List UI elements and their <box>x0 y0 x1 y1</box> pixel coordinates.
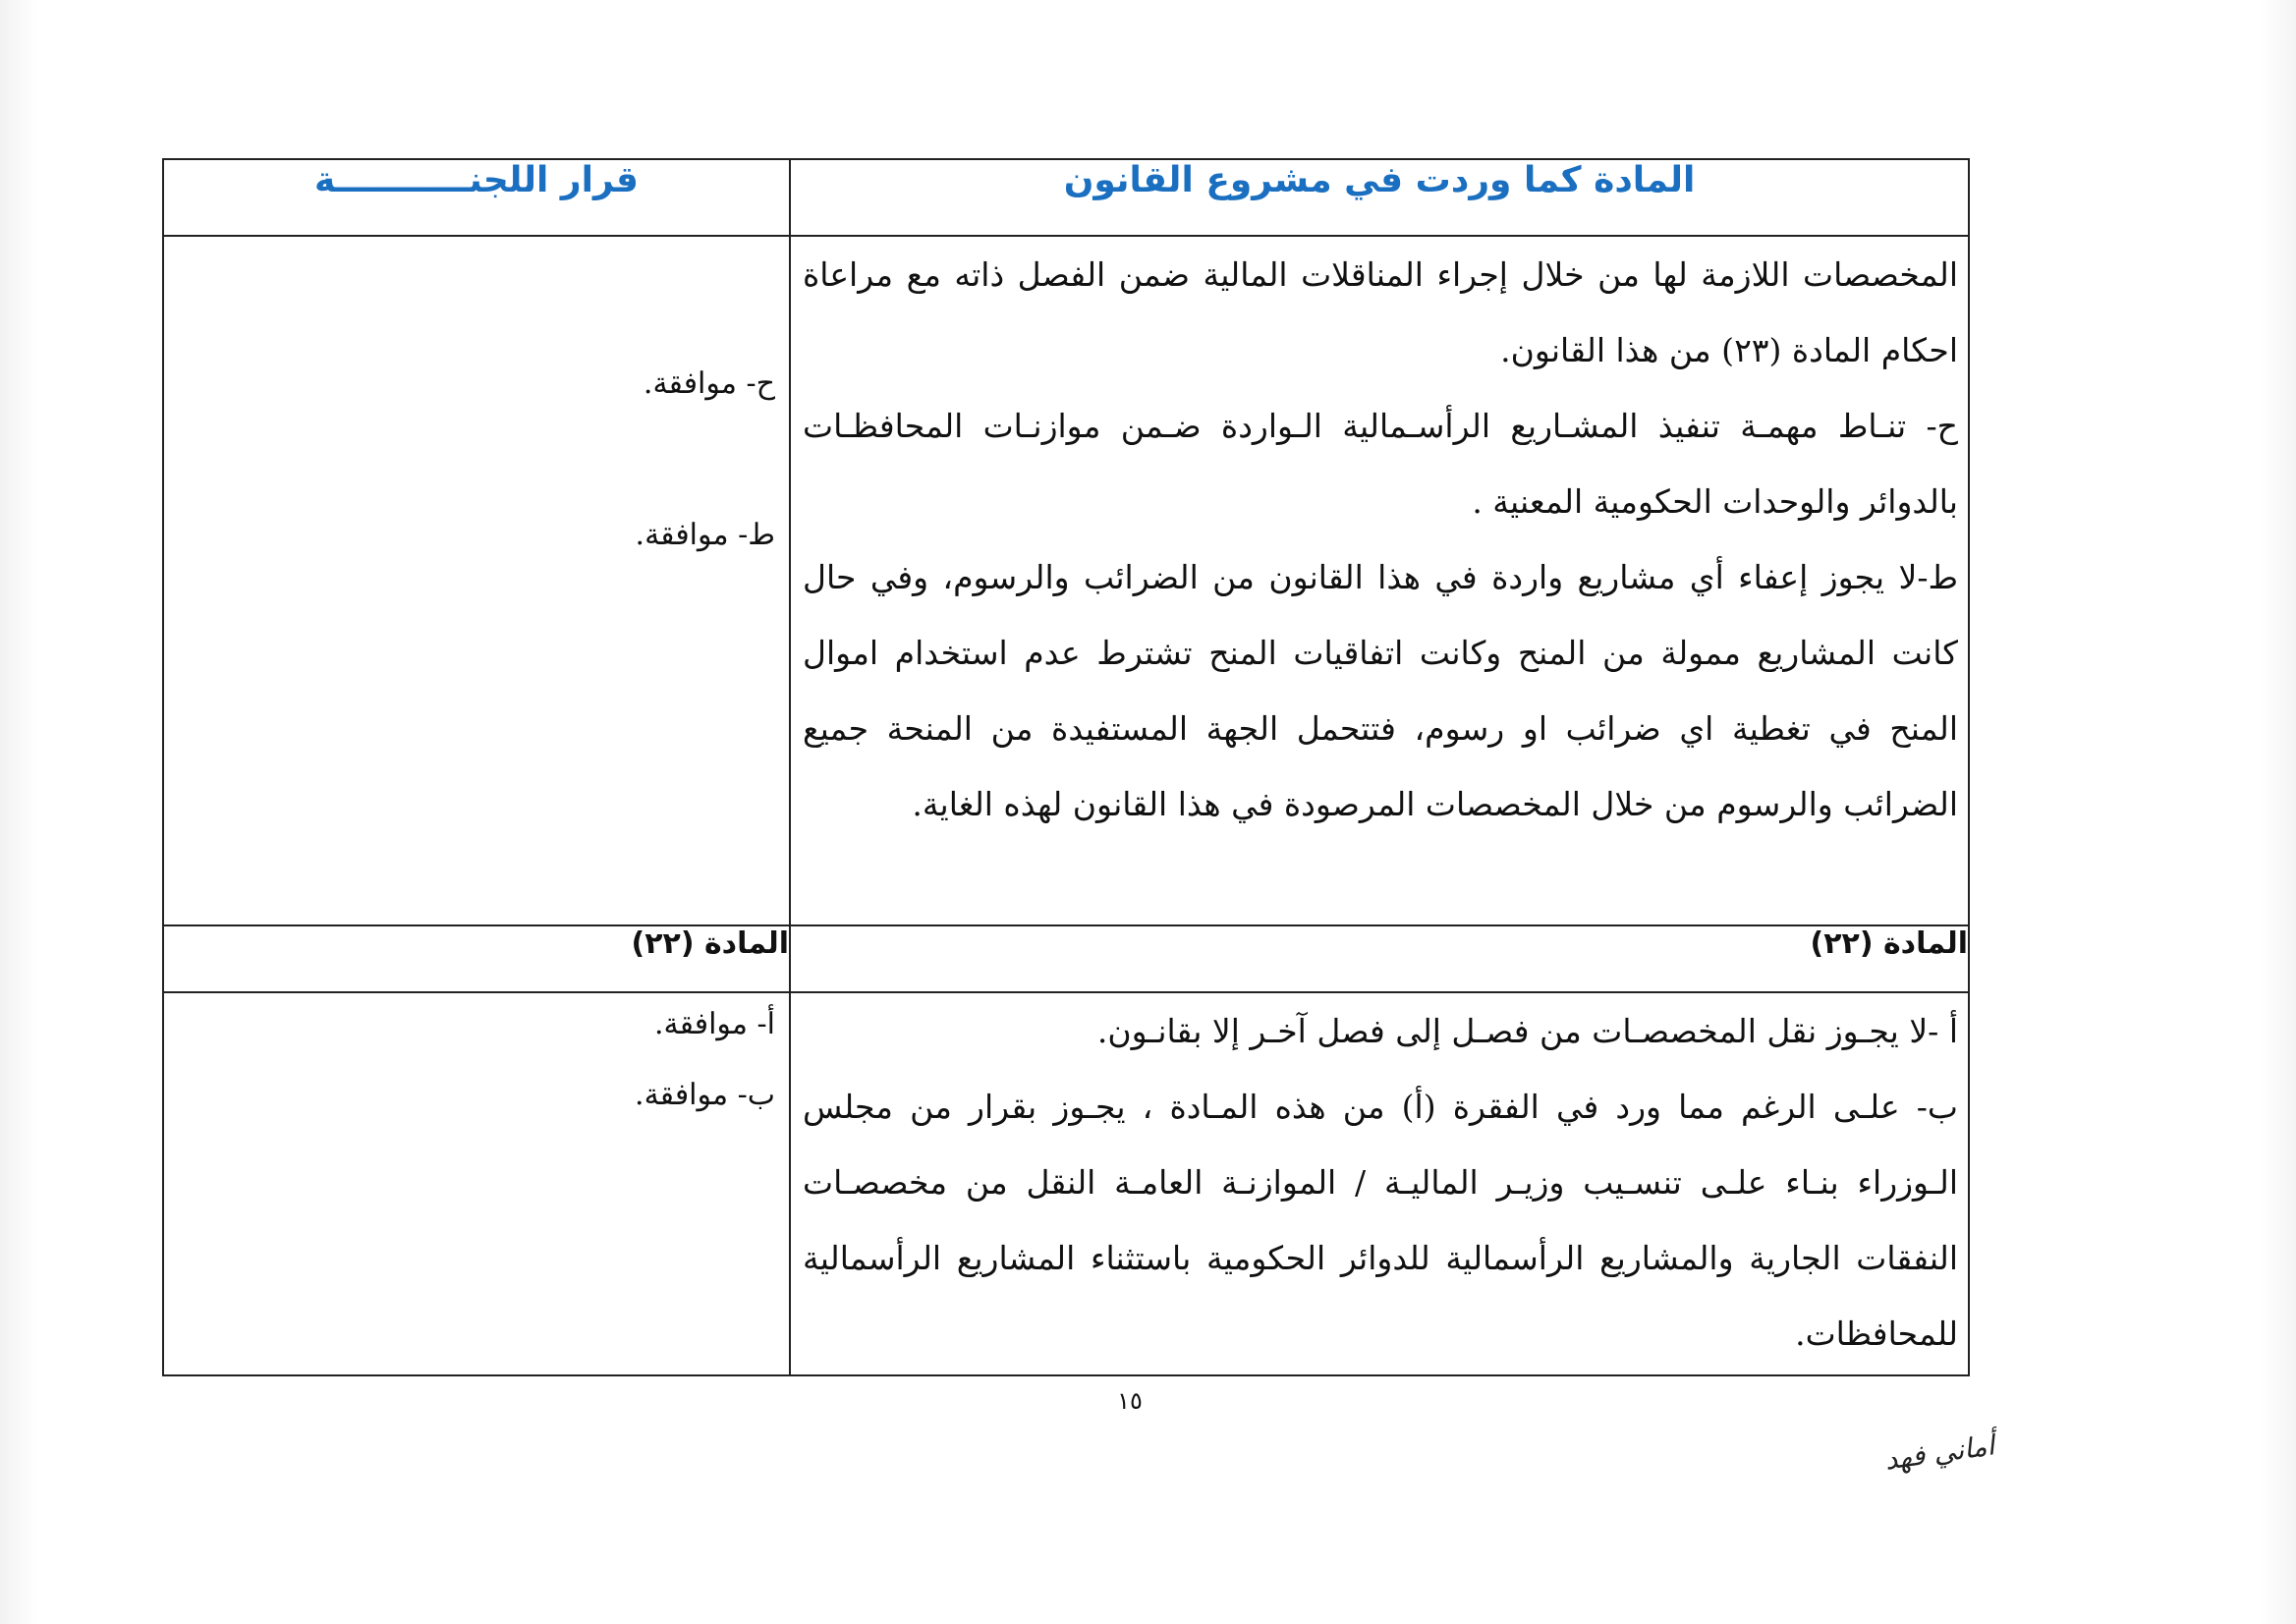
decision-cell <box>163 236 790 925</box>
article-cell <box>790 992 1969 1375</box>
decision-item: ب- موافقة. <box>635 1078 775 1112</box>
page-number: ١٥ <box>1117 1387 1143 1415</box>
article-paragraph: ب- علـى الرغم مما ورد في الفقرة (أ) من هذه المـادة ، يجـوز بقرار من مجلس الـوزراء بنـاء علـى تنسـيب وزيـر الماليـة / الموازنـة العامـة النقل من مخصصـات النفقات الجارية والمشاريع الرأسمالية للدوائر الحكومية باستثناء المشاريع الرأسمالية للمحافظات. <box>803 1088 1958 1353</box>
article-text-block <box>791 993 1968 1374</box>
decision-list <box>164 237 789 924</box>
article-paragraph: ح- تنـاط مهمـة تنفيذ المشـاريع الرأسـمالية الـواردة ضـمن موازنـات المحافظـات بالدوائر والوحدات الحكومية المعنية . <box>803 407 1958 521</box>
decision-title-cell: المادة (٢٢) <box>163 925 790 992</box>
decision-item: ح- موافقة. <box>643 366 775 401</box>
decision-item: ط- موافقة. <box>635 518 775 552</box>
article-paragraph: أ -لا يجـوز نقل المخصصـات من فصـل إلى فصل آخـر إلا بقانـون. <box>1096 1012 1958 1050</box>
law-comparison-table <box>162 158 1970 1376</box>
table-row <box>163 992 1969 1375</box>
decision-item: أ- موافقة. <box>653 1007 775 1041</box>
decision-list <box>164 993 789 1374</box>
article-paragraph: ط-لا يجوز إعفاء أي مشاريع واردة في هذا القانون من الضرائب والرسوم، وفي حال كانت المشاريع ممولة من المنح وكانت اتفاقيات المنح تشترط عدم استخدام اموال المنح في تغطية اي ضرائب او رسوم، فتتحمل الجهة المستفيدة من المنحة جميع الضرائب والرسوم من خلال المخصصات المرصودة في هذا القانون لهذه الغاية. <box>803 558 1958 823</box>
article-title-cell: المادة (٢٢) <box>790 925 1969 992</box>
table-row <box>163 236 1969 925</box>
article-paragraph: المخصصات اللازمة لها من خلال إجراء المناقلات المالية ضمن الفصل ذاته مع مراعاة احكام المادة (٢٣) من هذا القانون. <box>803 255 1958 369</box>
header-article-column: المادة كما وردت في مشروع القانون <box>790 159 1969 236</box>
signature: أماني فهد <box>1882 1428 1997 1477</box>
table-header-row <box>163 159 1969 236</box>
decision-cell <box>163 992 790 1375</box>
table-row <box>163 925 1969 992</box>
article-cell <box>790 236 1969 925</box>
header-decision-column: قرار اللجنـــــــــــة <box>163 159 790 236</box>
article-text-block <box>791 237 1968 924</box>
